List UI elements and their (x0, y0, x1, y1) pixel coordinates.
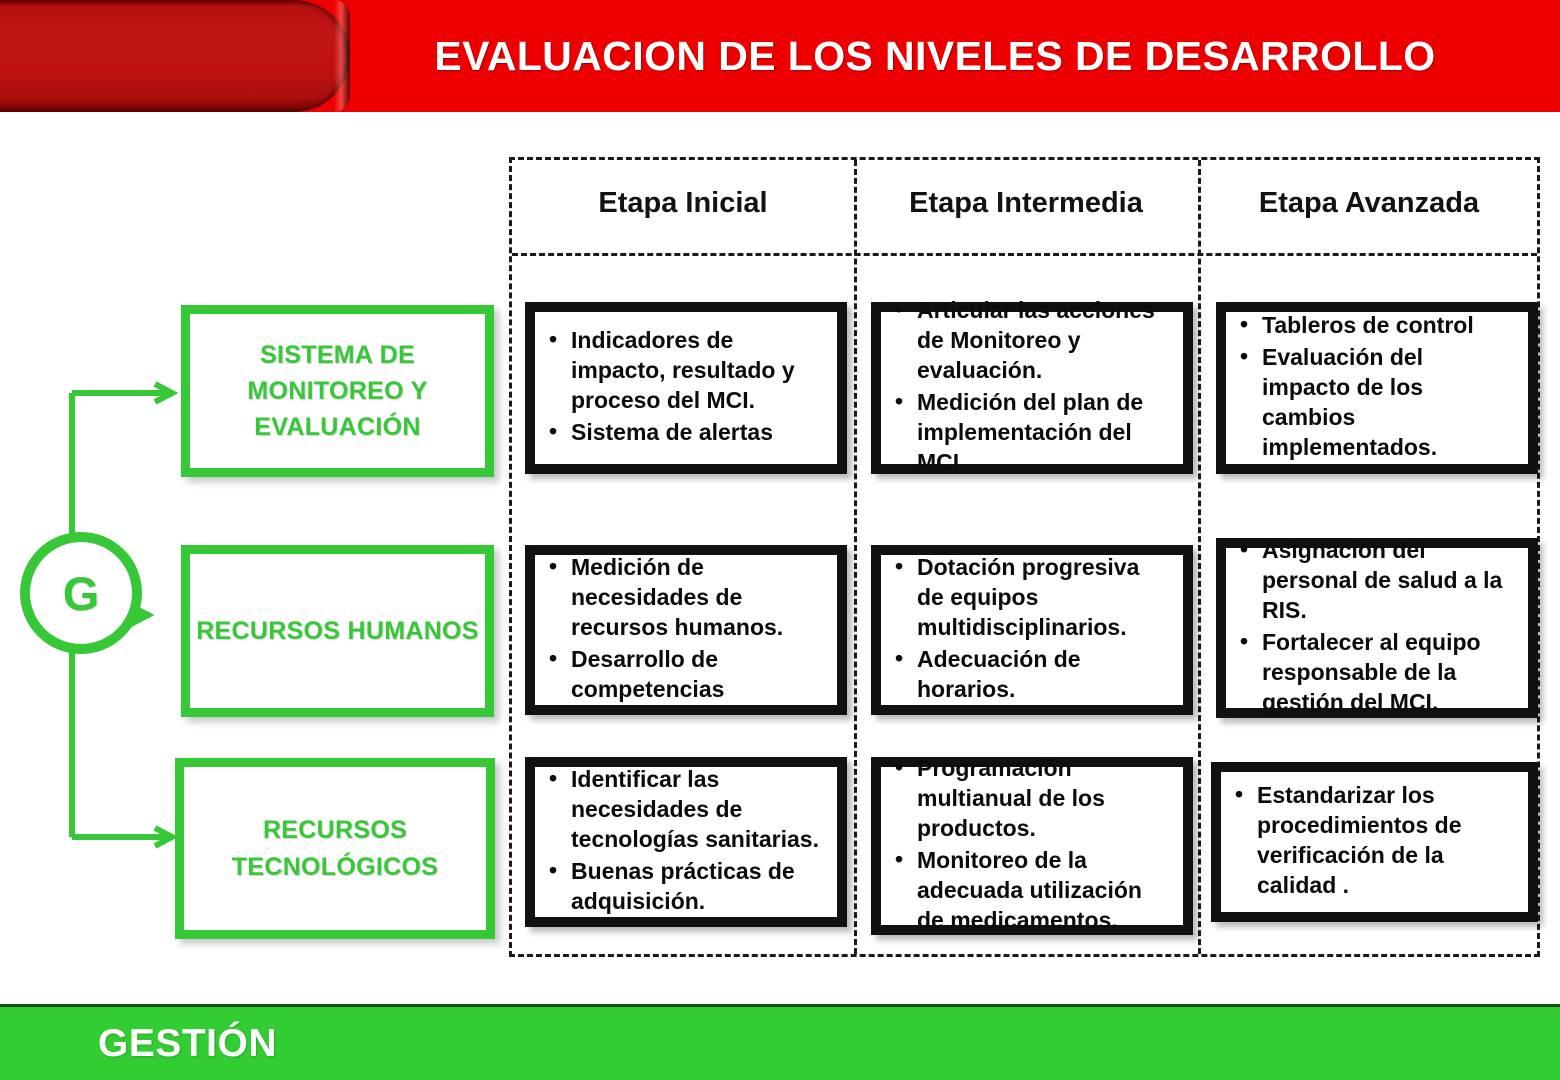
content-cell[interactable] (871, 545, 1193, 715)
bullet-item: • Medición de necesidades de recursos humanos. (541, 553, 825, 643)
stage-header-inicial: Etapa Inicial (598, 187, 768, 219)
stage-header-intermedia: Etapa Intermedia (909, 187, 1143, 219)
grid-header-divider (512, 253, 1537, 256)
content-cell[interactable] (525, 545, 847, 715)
bullet-list (541, 765, 825, 918)
category-box-recursos-tecnologicos[interactable] (175, 758, 495, 939)
bullet-item: • Asignación del personal de salud a la RIS. (1232, 536, 1516, 626)
g-node-label: G (62, 566, 100, 620)
bullet-item: • Dotación progresiva de equipos multidisciplinarios. (887, 553, 1171, 643)
bullet-item: • Articular las acciones de Monitoreo y evaluación. (887, 296, 1171, 386)
category-label: RECURSOS TECNOLÓGICOS (231, 816, 439, 881)
bullet-item: • Monitoreo de la adecuada utilización de medicamentos. (887, 846, 1171, 936)
bullet-item: • Estandarizar los procedimientos de verificación de la calidad . (1227, 781, 1516, 901)
bullet-item: • Medición del plan de implementación del MCI. (887, 388, 1171, 478)
bullet-list (1232, 536, 1516, 719)
category-box-recursos-humanos[interactable] (181, 545, 494, 717)
header-tab-shape (0, 0, 350, 112)
header-banner (0, 0, 1560, 112)
bullet-item: • Indicadores de impacto, resultado y proceso del MCI. (541, 326, 825, 416)
page-title: EVALUACION DE LOS NIVELES DE DESARROLLO (434, 32, 1436, 79)
stage-header-avanzada: Etapa Avanzada (1258, 187, 1480, 219)
bullet-list (887, 553, 1171, 706)
bullet-list (541, 326, 825, 450)
content-cell[interactable] (1216, 538, 1538, 718)
bullet-item: • Sistema de alertas (541, 418, 825, 448)
bullet-list (541, 553, 825, 706)
bullet-item: • Programación multianual de los productos. (887, 754, 1171, 844)
content-cell[interactable] (525, 757, 847, 927)
content-cell[interactable] (1216, 302, 1538, 474)
bullet-item: • Tableros de control (1232, 311, 1516, 341)
content-cell[interactable] (871, 297, 1193, 475)
bullet-item: • Desarrollo de competencias (541, 645, 825, 705)
category-label: SISTEMA DE MONITOREO Y EVALUACIÓN (247, 340, 428, 442)
category-label: RECURSOS HUMANOS (196, 616, 479, 645)
bullet-item: • Identificar las necesidades de tecnologías sanitarias. (541, 765, 825, 855)
bullet-item: • Buenas prácticas de adquisición. (541, 857, 825, 917)
bullet-list (887, 754, 1171, 937)
content-cell[interactable] (871, 757, 1193, 935)
bullet-list (1227, 781, 1516, 903)
category-box-monitoreo[interactable] (181, 305, 494, 477)
content-cell[interactable] (525, 302, 847, 474)
bullet-item: • Evaluación del impacto de los cambios implementados. (1232, 343, 1516, 463)
bullet-item: • Adecuación de horarios. (887, 645, 1171, 705)
bullet-list (1232, 311, 1516, 464)
content-cell[interactable] (1211, 762, 1538, 922)
footer-bar (0, 1004, 1560, 1080)
bullet-item: • Fortalecer al equipo responsable de la gestión del MCI. (1232, 628, 1516, 718)
grid-divider-2 (1198, 160, 1201, 954)
g-node (20, 532, 142, 654)
bullet-list (887, 296, 1171, 479)
grid-divider-1 (854, 160, 857, 954)
footer-label: GESTIÓN (98, 1021, 278, 1065)
